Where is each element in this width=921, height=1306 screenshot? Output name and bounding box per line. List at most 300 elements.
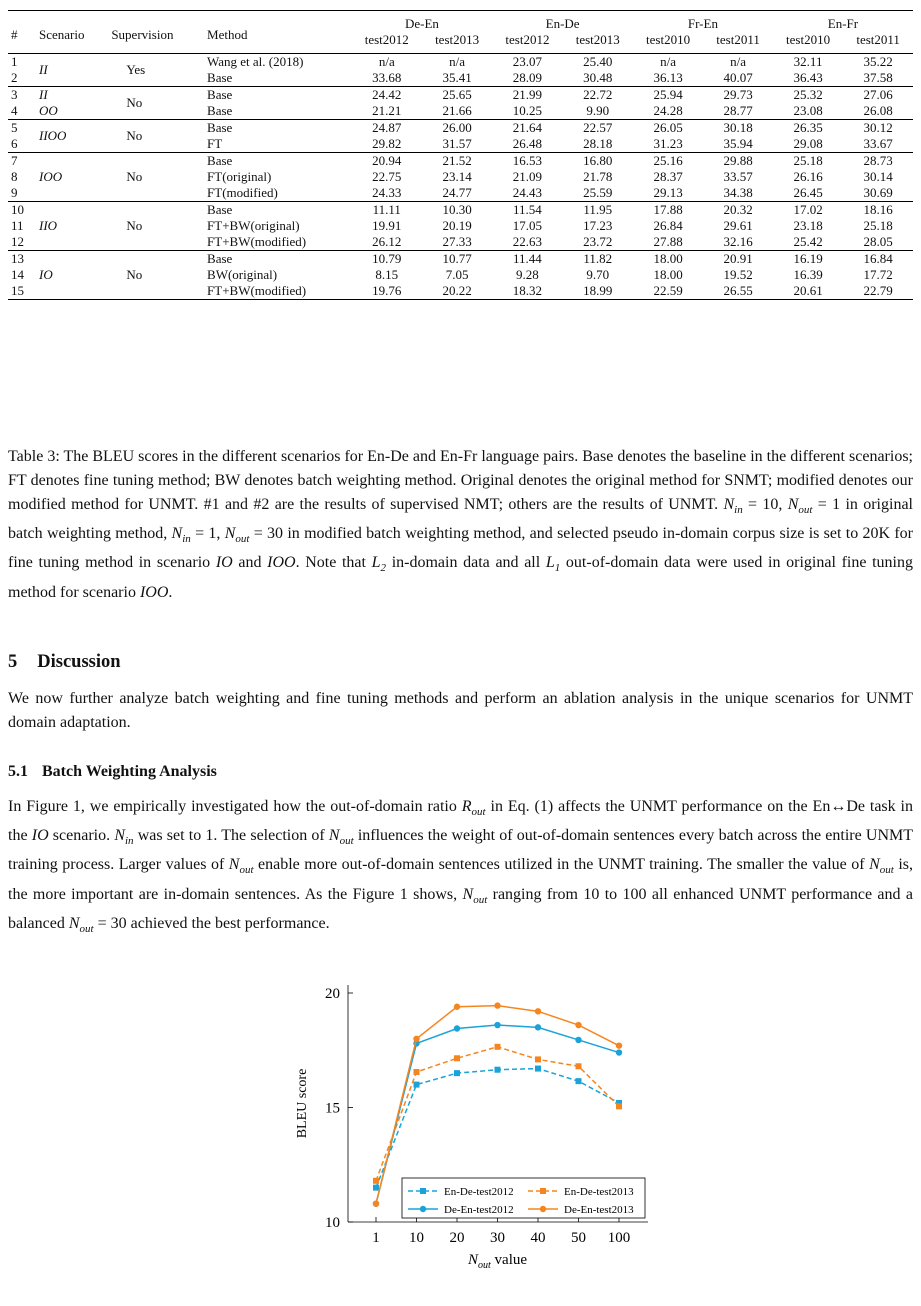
scenario-cell: IIO [39,218,58,233]
col-header-test: test2013 [575,32,620,47]
row-index: 5 [11,120,18,135]
math-r-out [461,798,486,819]
section-number: 5.1 [8,763,28,780]
score-cell: 21.52 [442,153,472,168]
score-cell: 18.00 [653,251,683,266]
scenario-cell: IOO [39,169,63,184]
para-text: scenario. [48,827,115,845]
score-cell: 8.15 [375,267,399,282]
caption-text: Table 3: The BLEU scores in the different scenarios for En-De and En-Fr language pairs. Base denotes the baseline in the different scenarios; FT denotes fine tuning method; BW denotes batch weighting method. Original denotes the original method for SNMT; modified denotes our modified method for UNMT. #1 and #2 are the results of supervised NMT; others are the results of UNMT. [8,448,913,513]
series-line-De-En-test2012 [376,1025,619,1204]
col-header-supervision: Supervision [111,27,174,42]
score-cell: 26.55 [723,283,753,298]
scenario-cell: OO [39,103,58,118]
method-cell: FT+BW(modified) [207,283,307,298]
score-cell: 10.25 [512,103,543,118]
method-cell: FT(original) [207,169,272,184]
math-subscript: out [473,893,488,906]
data-point [454,1025,460,1031]
score-cell: 21.99 [512,87,543,102]
x-axis-label: $N_{out}$ value [467,1252,528,1271]
method-cell: Base [207,153,233,168]
math-subscript: out [79,922,94,935]
math-subscript: in [734,504,743,517]
score-cell: 20.22 [442,283,472,298]
math-symbol: N [462,885,474,903]
math-n-out [869,856,894,877]
method-cell: Base [207,202,233,217]
score-cell: 19.76 [372,283,402,298]
score-cell: 30.12 [863,120,893,135]
score-cell: 37.58 [863,70,893,85]
para-text: was set to 1. The selection of [133,827,329,845]
row-index: 13 [11,251,24,266]
math-n-out [68,914,94,935]
score-cell: 30.48 [583,70,613,85]
score-cell: 27.33 [442,234,472,249]
col-header-test: test2011 [856,32,900,47]
score-cell: 27.06 [863,87,893,102]
score-cell: 19.52 [723,267,753,282]
table-row [8,153,913,170]
data-point [535,1056,541,1062]
row-index: 12 [11,234,24,249]
score-cell: 21.64 [512,120,543,135]
score-cell: 28.37 [653,169,683,184]
row-index: 11 [11,218,24,233]
col-header-test: test2011 [716,32,760,47]
score-cell: 29.13 [653,185,683,200]
score-cell: 33.67 [863,136,893,151]
score-cell: 35.41 [442,70,472,85]
supervision-cell: No [126,128,143,143]
math-symbol: N [869,856,880,874]
data-point [414,1069,420,1075]
data-point [616,1049,622,1055]
legend-label: En-De-test2013 [564,1186,634,1198]
x-tick-label: 10 [409,1230,424,1246]
math-n-in [723,496,743,517]
y-tick-label: 10 [325,1215,340,1231]
row-index: 14 [11,267,24,282]
score-cell: 29.73 [723,87,753,102]
data-point [494,1022,500,1028]
score-cell: 28.77 [723,103,753,118]
para-text: influences the weight of out-of-domain sentences every batch across the entire UNMT training process. Larger values of [8,827,914,874]
col-header-test: test2012 [505,32,550,47]
x-tick-label: 100 [607,1230,631,1246]
math-symbol: N [228,856,240,874]
score-cell: 9.70 [586,267,610,282]
math-subscript: out [879,864,894,877]
row-index: 3 [11,87,18,102]
score-cell: 23.72 [583,234,613,249]
score-cell: 34.38 [723,185,753,200]
math-symbol: N [171,525,183,543]
subsection-heading [8,763,217,781]
math-subscript: out [239,864,254,877]
math-scenario-io: IO [215,554,233,572]
score-cell: 17.88 [653,202,683,217]
data-point [535,1066,541,1072]
math-symbol: N [328,827,340,845]
score-cell: 20.32 [723,202,753,217]
score-cell: 33.68 [372,70,402,85]
score-cell: 20.19 [442,218,472,233]
col-header-index: # [11,27,18,42]
supervision-cell: No [126,95,143,110]
row-index: 6 [11,136,18,151]
para-text: in Eq. (1) affects the UNMT performance on the En↔De task in the [8,798,913,845]
paragraph [8,795,913,941]
caption-text: . [168,583,173,601]
score-cell: 24.77 [442,185,472,200]
score-cell: 22.59 [653,283,683,298]
score-cell: 32.16 [723,234,753,249]
score-cell: 16.84 [863,251,893,266]
table-row [8,251,913,268]
math-l2 [371,554,387,575]
x-tick-label: 40 [530,1230,546,1246]
score-cell: 18.99 [583,283,613,298]
method-cell: Wang et al. (2018) [207,54,304,69]
x-tick-label: 50 [571,1230,586,1246]
data-point [373,1178,379,1184]
y-axis-label: BLEU score [295,1068,310,1139]
supervision-cell: No [126,218,143,233]
score-cell: 17.05 [512,218,543,233]
data-point [616,1103,622,1109]
score-cell: 9.28 [516,267,539,282]
score-cell: 19.91 [372,218,402,233]
score-cell: 40.07 [723,70,753,85]
scenario-cell: II [39,62,48,77]
math-n-in [171,525,191,546]
caption-text: and [232,554,268,572]
section-heading [8,652,121,673]
score-cell: 36.13 [653,70,683,85]
data-point [494,1002,500,1008]
math-symbol: N [787,496,799,513]
data-point [576,1078,582,1084]
para-text: = 30 achieved the best performance. [93,914,330,932]
score-cell: 21.21 [372,103,402,118]
section-title: Discussion [37,652,121,672]
score-cell: 24.87 [372,120,402,135]
row-index: 4 [11,103,18,118]
col-header-test: test2013 [435,32,480,47]
col-header-pair: En-Fr [827,16,859,31]
score-cell: 23.08 [793,103,823,118]
score-cell: 22.72 [583,87,613,102]
col-header-pair: De-En [404,16,439,31]
score-cell: 25.40 [583,54,613,69]
x-tick-label: 1 [372,1230,380,1246]
score-cell: 18.00 [653,267,683,282]
supervision-cell: Yes [126,62,146,77]
math-symbol: L [371,554,381,572]
score-cell: 28.18 [583,136,613,151]
score-cell: 26.00 [442,120,472,135]
math-scenario-io: IO [31,827,49,845]
score-cell: 23.18 [793,218,823,233]
scenario-cell: IIOO [39,128,67,143]
score-cell: 28.09 [512,70,543,85]
score-cell: 11.44 [513,251,542,266]
method-cell: Base [207,70,233,85]
score-cell: 26.45 [793,185,823,200]
score-cell: 27.88 [653,234,683,249]
data-point [454,1004,460,1010]
scenario-cell: IO [39,267,53,282]
math-n-out [328,827,354,848]
score-cell: 25.16 [653,153,683,168]
score-cell: 25.65 [442,87,472,102]
supervision-cell: No [126,169,143,184]
table-row [8,120,913,137]
score-cell: 11.11 [372,202,401,217]
method-cell: Base [207,103,233,118]
col-header-test: test2010 [786,32,831,47]
table-row [8,54,913,71]
score-cell: 17.02 [793,202,823,217]
math-n-out [228,856,254,877]
legend-marker [540,1188,546,1194]
score-cell: 7.05 [445,267,469,282]
math-scenario-ioo: IOO [267,554,296,572]
col-header-pair: En-De [545,16,580,31]
x-tick-label: 20 [449,1230,465,1246]
legend-marker [420,1206,426,1212]
para-text: In Figure 1, we empirically investigated how the out-of-domain ratio [8,798,462,815]
legend-label: En-De-test2012 [444,1186,514,1198]
score-cell: 28.05 [863,234,893,249]
score-cell: 33.57 [723,169,753,184]
x-tick-label: 30 [490,1230,505,1246]
score-cell: 10.77 [442,251,472,266]
score-cell: 36.43 [793,70,823,85]
caption-text: . Note that [295,554,372,572]
y-tick-label: 20 [325,986,340,1002]
score-cell: 10.30 [442,202,472,217]
figure-1 [8,975,913,1300]
score-cell: 16.39 [793,267,823,282]
series-line-En-De-test2012 [376,1069,619,1188]
score-cell: 24.42 [372,87,402,102]
data-point [413,1036,419,1042]
math-n-out [787,496,813,517]
row-index: 2 [11,70,18,85]
score-cell: 26.16 [793,169,823,184]
results-table [8,10,913,300]
score-cell: 29.88 [723,153,753,168]
math-subscript: in [182,533,191,546]
caption-text: in-domain data and all [386,554,546,572]
score-cell: 25.32 [793,87,823,102]
score-cell: 25.59 [583,185,613,200]
data-point [414,1082,420,1088]
score-cell: 16.19 [793,251,823,266]
score-cell: 25.18 [863,218,893,233]
math-subscript: out [471,806,486,819]
col-header-method: Method [207,27,248,42]
math-symbol: N [68,914,80,932]
score-cell: 17.72 [863,267,893,282]
score-cell: 25.42 [793,234,823,249]
data-point [535,1024,541,1030]
data-point [616,1042,622,1048]
method-cell: FT [207,136,223,151]
data-point [575,1037,581,1043]
caption-text: out-of-domain data were used in original fine tuning method for scenario [8,554,913,601]
table-row [8,87,913,104]
score-cell: 31.57 [442,136,472,151]
score-cell: 31.23 [653,136,683,151]
para-text: is, the more important are in-domain sentences. As the Figure 1 shows, [8,856,914,903]
math-subscript: out [339,835,354,848]
series-line-De-En-test2013 [376,1006,619,1204]
score-cell: 24.33 [372,185,402,200]
method-cell: Base [207,120,233,135]
data-point [454,1055,460,1061]
score-cell: 30.14 [863,169,893,184]
math-scenario-ioo: IOO [139,583,169,601]
data-point [535,1008,541,1014]
row-index: 7 [11,153,18,168]
score-cell: 26.84 [653,218,683,233]
score-cell: 17.23 [583,218,613,233]
score-cell: 28.73 [863,153,893,168]
supervision-cell: No [126,267,143,282]
col-header-scenario: Scenario [39,27,85,42]
caption-text: = 1, [190,525,225,543]
method-cell: BW(original) [207,267,278,282]
data-point [576,1063,582,1069]
legend-label: De-En-test2013 [564,1204,634,1216]
score-cell: 20.94 [372,153,402,168]
math-symbol: L [545,554,555,572]
score-cell: n/a [378,54,395,69]
caption-text: = 10, [742,496,788,513]
caption-text: = 30 in modified batch weighting method, and selected pseudo in-domain corpus size is set to 20K for fine tuning method in scenario [8,525,913,572]
paragraph: We now further analyze batch weighting and fine tuning methods and perform an ablation analysis in the unique scenarios for UNMT domain adaptation. [8,690,913,731]
math-n-out [224,525,250,546]
caption-text: = 1 in original batch weighting method, [8,496,913,543]
method-cell: Base [207,87,233,102]
score-cell: 22.75 [372,169,402,184]
method-cell: FT(modified) [207,185,278,200]
data-point [373,1185,379,1191]
math-subscript: out [798,504,813,517]
score-cell: 25.18 [793,153,823,168]
data-point [373,1200,379,1206]
row-index: 15 [11,283,24,298]
table-caption [8,445,913,605]
method-cell: FT+BW(modified) [207,234,307,249]
math-subscript: 1 [554,562,561,575]
score-cell: 24.43 [512,185,543,200]
score-cell: 9.90 [586,103,610,118]
score-cell: 35.22 [863,54,893,69]
bleu-line-chart [8,975,913,1300]
math-symbol: N [723,496,735,513]
score-cell: 26.12 [372,234,402,249]
math-l1 [545,554,561,575]
score-cell: n/a [660,54,677,69]
y-tick-label: 15 [325,1100,340,1117]
score-cell: 22.79 [863,283,893,298]
score-cell: 20.91 [723,251,753,266]
col-header-pair: Fr-En [687,16,718,31]
score-cell: 35.94 [723,136,753,151]
score-cell: 26.48 [512,136,543,151]
score-cell: 24.28 [653,103,683,118]
col-header-test: test2010 [646,32,691,47]
score-cell: 26.35 [793,120,823,135]
data-point [495,1044,501,1050]
score-cell: 32.11 [793,54,823,69]
score-cell: 22.63 [512,234,543,249]
row-index: 9 [11,185,18,200]
math-subscript: out [235,533,250,546]
score-cell: 23.14 [442,169,472,184]
math-subscript: in [124,835,134,848]
math-symbol: N [114,827,125,845]
score-cell: 30.69 [863,185,893,200]
score-cell: n/a [730,54,747,69]
section-number: 5 [8,652,18,672]
score-cell: 11.82 [583,251,613,266]
score-cell: n/a [449,54,466,69]
data-point [495,1067,501,1073]
method-cell: Base [207,251,233,266]
para-text: ranging from 10 to 100 all enhanced UNMT performance and a balanced [8,885,913,932]
row-index: 8 [11,169,18,184]
math-subscript: 2 [380,562,387,575]
score-cell: 10.79 [372,251,402,266]
legend-marker [540,1206,546,1212]
score-cell: 21.66 [442,103,472,118]
score-cell: 29.61 [723,218,753,233]
score-cell: 11.95 [583,202,613,217]
data-point [575,1022,581,1028]
row-index: 1 [11,54,18,69]
legend-label: De-En-test2012 [444,1204,514,1216]
score-cell: 23.07 [512,54,543,69]
score-cell: 30.18 [723,120,753,135]
score-cell: 16.53 [512,153,543,168]
score-cell: 16.80 [583,153,613,168]
legend-marker [420,1188,426,1194]
method-cell: FT+BW(original) [207,218,300,233]
score-cell: 26.05 [653,120,683,135]
row-index: 10 [11,202,24,217]
table-row [8,202,913,219]
scenario-cell: II [39,87,48,102]
data-point [454,1070,460,1076]
score-cell: 21.78 [583,169,613,184]
score-cell: 29.08 [793,136,823,151]
score-cell: 11.54 [513,202,542,217]
col-header-test: test2012 [364,32,409,47]
score-cell: 18.16 [863,202,893,217]
math-symbol: N [224,525,236,543]
score-cell: 26.08 [863,103,893,118]
math-symbol: R [461,798,472,815]
math-n-out [462,885,488,906]
score-cell: 22.57 [583,120,613,135]
score-cell: 20.61 [793,283,823,298]
